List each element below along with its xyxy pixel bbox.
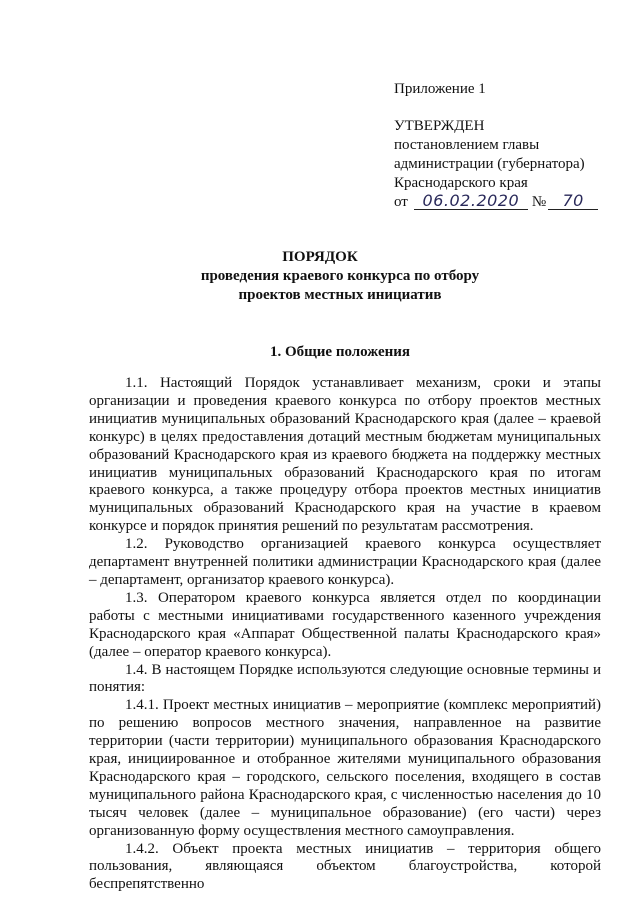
paragraph-1-3: 1.3. Оператором краевого конкурса является отдел по координации работы с местными инициативами государственного казенного учреждения Краснодарского края «Аппарат Общественной палаты Краснодарского края» (далее – оператор краевого конкурса). xyxy=(89,589,601,660)
paragraph-1-2: 1.2. Руководство организацией краевого конкурса осуществляет департамент внутренней политики администрации Краснодарского края (далее – департамент, организатор краевого конкурса). xyxy=(89,536,601,588)
title-line-3: проектов местных инициатив xyxy=(238,287,442,303)
approved-label: УТВЕРЖДЕН xyxy=(394,118,485,134)
approval-block xyxy=(394,80,598,212)
number-label: № xyxy=(531,194,547,210)
section-heading: 1. Общие положения xyxy=(269,344,411,360)
paragraph-1-1: 1.1. Настоящий Порядок устанавливает механизм, сроки и этапы организации и проведения краевого конкурса по отбору проектов местных инициатив муниципальных образований Краснодарского края (далее – краевой конкурс) в целях предоставления дотаций местным бюджетам муниципальных образований Краснодарского края из краевого бюджета на поддержку местных инициатив муниципальных образований Краснодарского края по итогам краевого конкурса, а также процедуру отбора проектов местных инициатив муниципальных образований Краснодарского края на участие в краевом конкурсе и порядок принятия решений по результатам рассмотрения. xyxy=(89,375,601,535)
approved-by-line-2: администрации (губернатора) xyxy=(394,156,585,172)
approved-by-line-3: Краснодарского края xyxy=(394,175,528,191)
appendix-label: Приложение 1 xyxy=(394,81,486,97)
title-line-1: ПОРЯДОК xyxy=(282,249,358,265)
number-field: 70 xyxy=(548,193,598,210)
date-prefix: от xyxy=(394,194,408,210)
document-body xyxy=(89,375,601,894)
date-number-line xyxy=(394,193,598,212)
approved-by-line-1: постановлением главы xyxy=(394,137,540,153)
paragraph-1-4-1: 1.4.1. Проект местных инициатив – мероприятие (комплекс мероприятий) по решению вопросов местного значения, направленное на развитие территории (части территории) муниципального образования Краснодарского края, инициированное и отобранное жителями муниципального образования Краснодарского края – городского, сельского поселения, входящего в состав муниципального района Краснодарского края, с численностью населения до 10 тысяч человек (далее – муниципальное образование) (его части) через организованную форму осуществления местного самоуправления. xyxy=(89,697,601,839)
paragraph-1-4: 1.4. В настоящем Порядке используются следующие основные термины и понятия: xyxy=(89,661,601,696)
paragraph-1-4-2: 1.4.2. Объект проекта местных инициатив – территория общего пользования, являющаяся объектом благоустройства, которой беспрепятственно xyxy=(89,840,601,893)
document-title xyxy=(0,248,640,305)
date-field: 06.02.2020 xyxy=(414,193,528,210)
title-line-2: проведения краевого конкурса по отбору xyxy=(200,268,480,284)
